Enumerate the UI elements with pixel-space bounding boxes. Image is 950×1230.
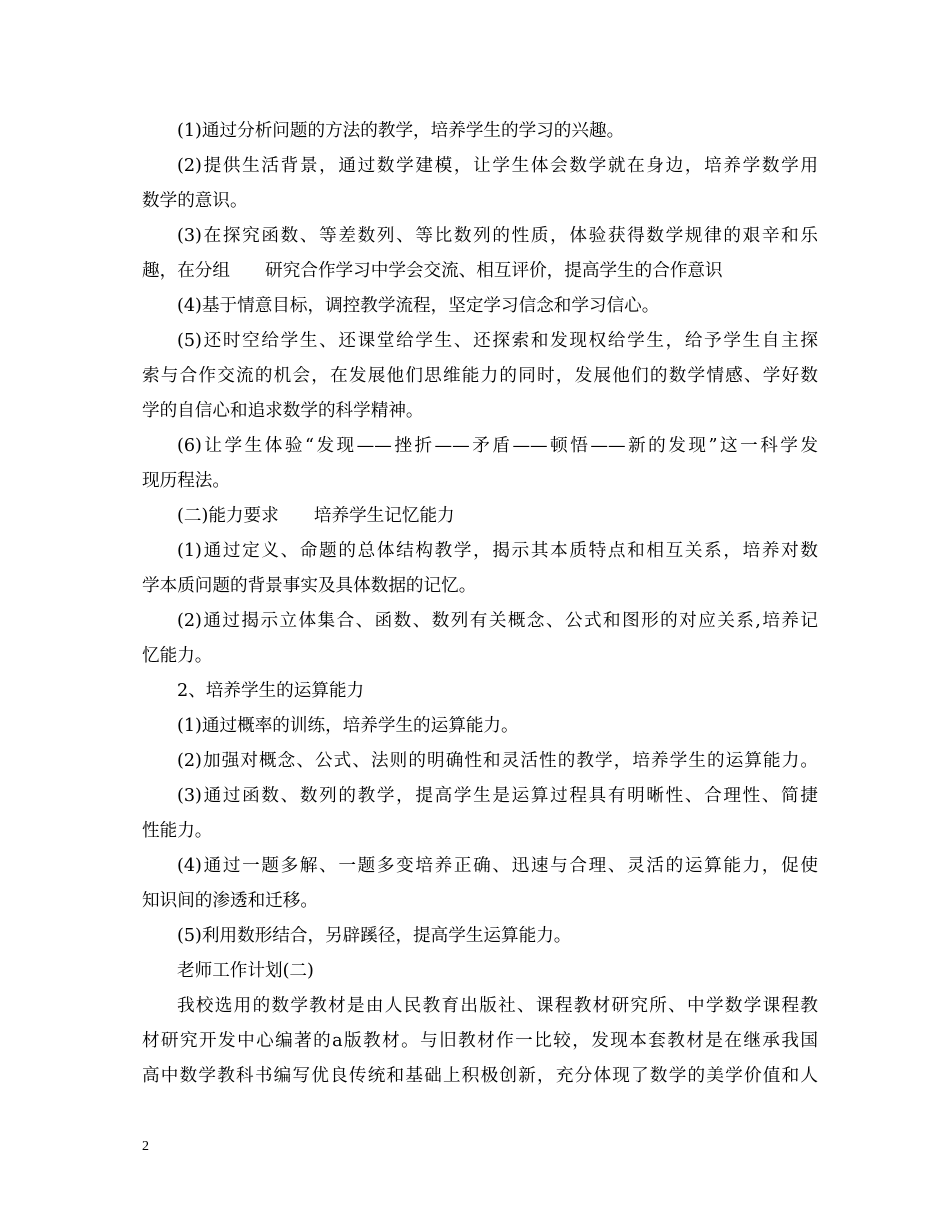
text-line: (1)通过定义、命题的总体结构教学，揭示其本质特点和相互关系，培养对数 <box>177 541 818 561</box>
text-line: (2)加强对概念、公式、法则的明确性和灵活性的教学，培养学生的运算能力。 <box>177 751 818 771</box>
text-line: 学的自信心和追求数学的科学精神。 <box>142 401 424 421</box>
text-line: 趣，在分组 研究合作学习中学会交流、相互评价，提高学生的合作意识 <box>142 261 723 281</box>
section-heading: (二)能力要求 培养学生记忆能力 <box>177 506 455 526</box>
section-heading: 2、培养学生的运算能力 <box>177 681 365 701</box>
text-line: 材研究开发中心编著的a版教材。与旧教材作一比较，发现本套教材是在继承我国 <box>142 1031 818 1051</box>
text-line: (3)通过函数、数列的教学，提高学生是运算过程具有明晰性、合理性、简捷 <box>177 786 818 806</box>
text-line: 现历程法。 <box>142 471 230 491</box>
text-line: (1)通过概率的训练，培养学生的运算能力。 <box>177 716 519 736</box>
text-line: (1)通过分析问题的方法的教学，培养学生的学习的兴趣。 <box>177 121 625 141</box>
page-number: 2 <box>142 1139 149 1154</box>
text-line: 高中数学教科书编写优良传统和基础上积极创新，充分体现了数学的美学价值和人 <box>142 1066 818 1086</box>
text-line: (4)基于情意目标，调控教学流程，坚定学习信念和学习信心。 <box>177 296 660 316</box>
text-line: (6)让学生体验“发现——挫折——矛盾——顿悟——新的发现”这一科学发 <box>177 436 818 456</box>
text-line: 忆能力。 <box>142 646 213 666</box>
text-line: (2)提供生活背景，通过数学建模，让学生体会数学就在身边，培养学数学用 <box>177 156 818 176</box>
text-line: 我校选用的数学教材是由人民教育出版社、课程教材研究所、中学数学课程教 <box>177 996 818 1016</box>
text-line: 索与合作交流的机会，在发展他们思维能力的同时，发展他们的数学情感、学好数 <box>142 366 818 386</box>
text-line: 学本质问题的背景事实及具体数据的记忆。 <box>142 576 477 596</box>
text-line: 数学的意识。 <box>142 191 248 211</box>
text-line: (5)还时空给学生、还课堂给学生、还探索和发现权给学生，给予学生自主探 <box>177 331 818 351</box>
text-line: 知识间的渗透和迁移。 <box>142 891 318 911</box>
text-line: (4)通过一题多解、一题多变培养正确、迅速与合理、灵活的运算能力，促使 <box>177 856 818 876</box>
text-line: (5)利用数形结合，另辟蹊径，提高学生运算能力。 <box>177 926 572 946</box>
section-heading: 老师工作计划(二) <box>177 961 314 981</box>
text-line: 性能力。 <box>142 821 213 841</box>
text-line: (3)在探究函数、等差数列、等比数列的性质，体验获得数学规律的艰辛和乐 <box>177 226 818 246</box>
text-line: (2)通过揭示立体集合、函数、数列有关概念、公式和图形的对应关系,培养记 <box>177 611 818 631</box>
